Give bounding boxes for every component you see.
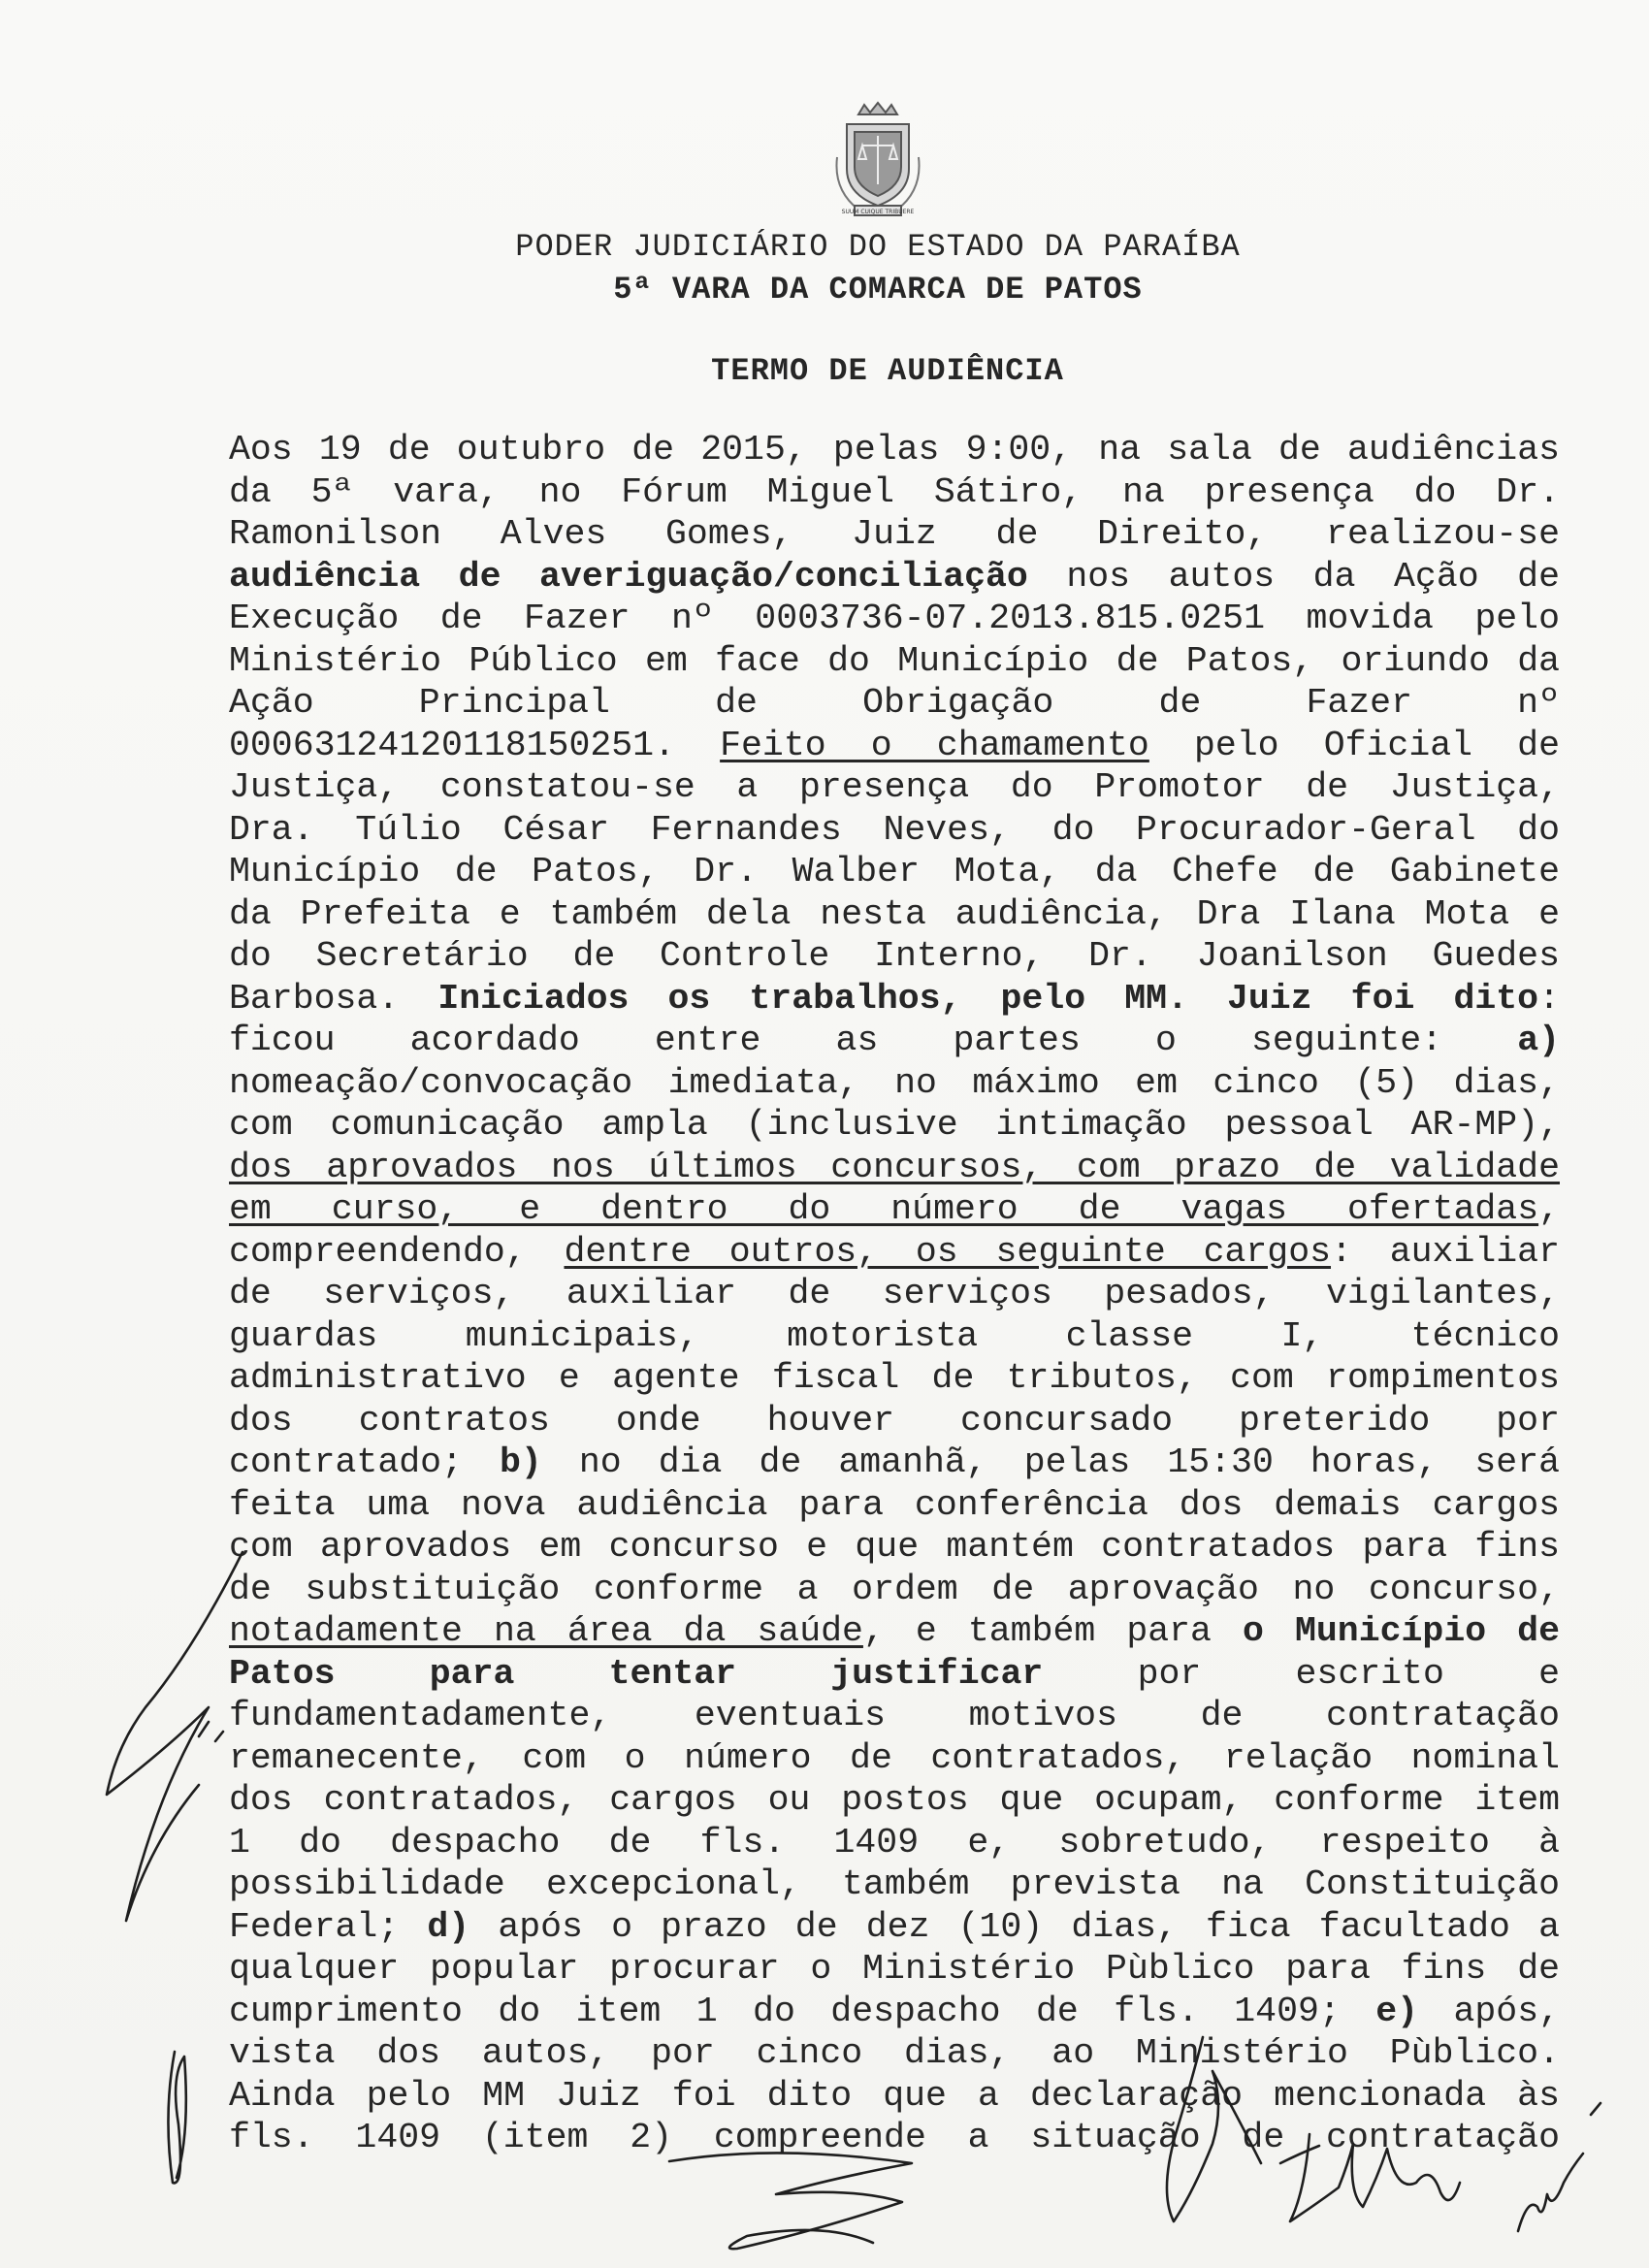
text-line: em curso, e dentro do número de vagas ofertadas, [229, 1189, 1560, 1229]
text-line: audiência de averiguação/conciliação nos autos da Ação de [229, 556, 1560, 597]
text-line: cumprimento do item 1 do despacho de fls. 1409; e) após, [229, 1991, 1561, 2031]
court-name: PODER JUDICIÁRIO DO ESTADO DA PARAÍBA [515, 229, 1241, 265]
text-line: remanecente, com o número de contratados, relação nominal [229, 1737, 1560, 1778]
text-line: nomeação/convocação imediata, no máximo em cinco (5) dias, [229, 1062, 1560, 1103]
text-line: Aos 19 de outubro de 2015, pelas 9:00, na sala de audiências [229, 430, 1560, 470]
text-line: Ainda pelo MM Juiz foi dito que a declaração mencionada às [229, 2075, 1560, 2116]
text-line: dos contratados, cargos ou postos que ocupam, conforme item [229, 1780, 1560, 1820]
text-line: possibilidade excepcional, também prevista na Constituição [229, 1864, 1560, 1904]
text-line: ficou acordado entre as partes o seguinte: a) [229, 1021, 1560, 1060]
text-line: do Secretário de Controle Interno, Dr. Joanilson Guedes [229, 936, 1560, 976]
text-line: notadamente na área da saúde, e também para o Município de [229, 1611, 1560, 1651]
vara-name: 5ª VARA DA COMARCA DE PATOS [613, 272, 1143, 308]
text-line: compreendendo, dentre outros, os seguinte cargos: auxiliar [229, 1231, 1560, 1272]
text-line: fundamentadamente, eventuais motivos de contratação [229, 1696, 1560, 1735]
text-line: de substituição conforme a ordem de aprovação no concurso, [229, 1569, 1560, 1609]
text-line: de serviços, auxiliar de serviços pesados, vigilantes, [229, 1274, 1560, 1313]
text-line: Dra. Túlio César Fernandes Neves, do Procurador-Geral do [229, 809, 1560, 850]
text-line: com comunicação ampla (inclusive intimação pessoal AR-MP), [229, 1105, 1560, 1145]
text-line: dos aprovados nos últimos concursos, com prazo de validade [229, 1147, 1560, 1187]
text-line: da 5ª vara, no Fórum Miguel Sátiro, na presença do Dr. [229, 471, 1560, 512]
text-line: 1 do despacho de fls. 1409 e, sobretudo, respeito à [229, 1822, 1560, 1863]
text-line: contratado; b) no dia de amanhã, pelas 15:30 horas, será [229, 1442, 1560, 1482]
text-line: Ministério Público em face do Município de Patos, oriundo da [229, 640, 1560, 681]
document-body [229, 429, 1560, 2159]
document-title: TERMO DE AUDIÊNCIA [711, 353, 1064, 389]
text-line: dos contratos onde houver concursado preterido por [229, 1400, 1560, 1441]
text-line: Ação Principal de Obrigação de Fazer nº [229, 683, 1560, 723]
text-line: Federal; d) após o prazo de dez (10) dias, fica facultado a [229, 1906, 1560, 1947]
text-line: guardas municipais, motorista classe I, técnico [229, 1315, 1560, 1356]
svg-text:SUUM CUIQUE TRIBUERE: SUUM CUIQUE TRIBUERE [841, 209, 915, 215]
text-line: 00063124120118150251. Feito o chamamento pelo Oficial de [229, 725, 1560, 765]
court-crest-icon [829, 101, 926, 223]
text-line: fls. 1409 (item 2) compreende a situação de contratação [229, 2118, 1560, 2157]
text-line: Barbosa. Iniciados os trabalhos, pelo MM. Juiz foi dito: [229, 978, 1560, 1019]
text-line: Município de Patos, Dr. Walber Mota, da Chefe de Gabinete [229, 852, 1560, 891]
text-line: da Prefeita e também dela nesta audiência, Dra Ilana Mota e [229, 893, 1560, 934]
text-line: feita uma nova audiência para conferência dos demais cargos [229, 1484, 1560, 1525]
text-line: Ramonilson Alves Gomes, Juiz de Direito, realizou-se [229, 514, 1560, 554]
text-line: com aprovados em concurso e que mantém contratados para fins [229, 1527, 1560, 1567]
text-line: Patos para tentar justificar por escrito e [229, 1653, 1560, 1694]
text-line: Execução de Fazer nº 0003736-07.2013.815.0251 movida pelo [229, 599, 1560, 638]
text-line: qualquer popular procurar o Ministério Pùblico para fins de [229, 1949, 1560, 1989]
text-line: vista dos autos, por cinco dias, ao Ministério Pùblico. [229, 2033, 1560, 2073]
text-line: Justiça, constatou-se a presença do Promotor de Justiça, [229, 767, 1560, 807]
text-line: administrativo e agente fiscal de tributos, com rompimentos [229, 1358, 1560, 1398]
